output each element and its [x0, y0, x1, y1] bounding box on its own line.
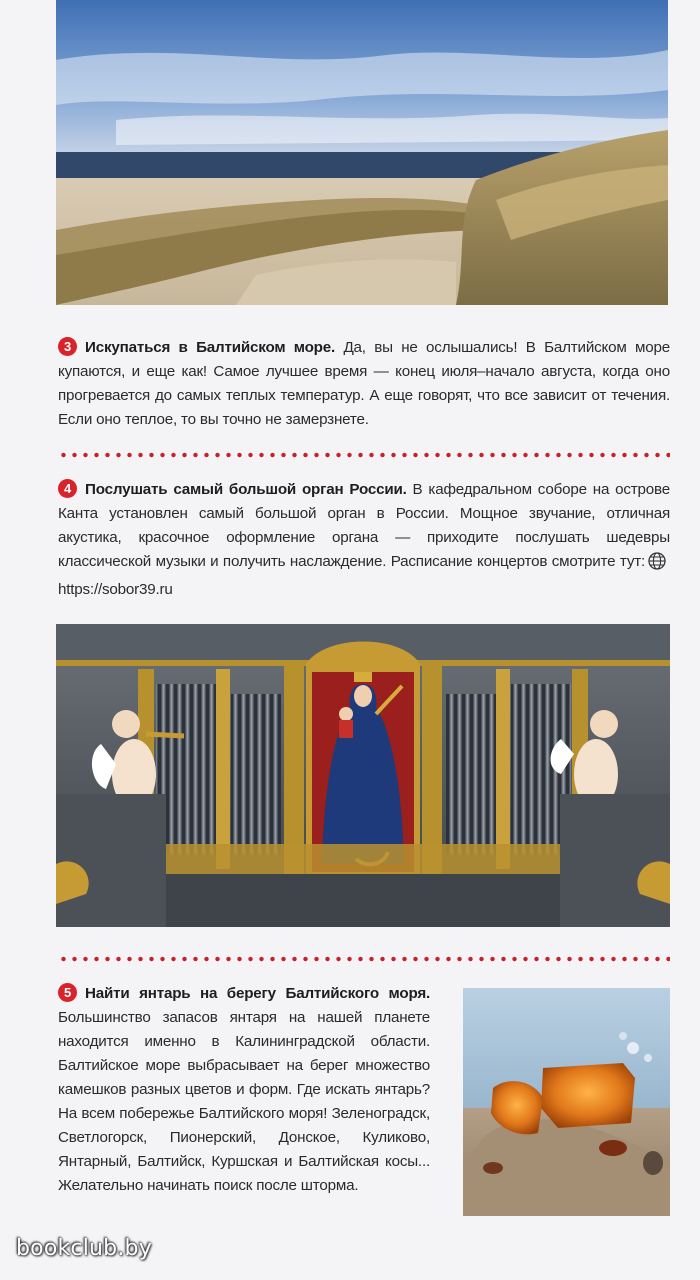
watermark: bookclub.by — [16, 1236, 152, 1261]
item-swim-baltic — [58, 336, 670, 432]
item-heading: Искупаться в Балтийском море. — [85, 339, 336, 356]
dotted-divider — [58, 956, 670, 962]
item-body: Большинство запасов янтаря на нашей планете находится именно в Калининградской области. Балтийское море выбрасывает на берег множество камешков разных цветов и форм. Где искать янтарь? На всем побережье Балтийского моря! Зеленоградск, Светлогорск, Пионерский, Донское, Куликово, Янтарный, Балтийск, Куршская и Балтийская косы... Желательно начинать поиск после шторма. — [58, 1009, 430, 1194]
item-heading: Послушать самый большой орган России. — [85, 481, 407, 498]
item-body: В кафедральном соборе на острове Канта установлен самый большой орган в России. Мощное звучание, отличная акустика, красочное оформление органа — приходите послушать шедевры классической музыки и получить наслаждение. Расписание концертов смотрите тут: — [58, 481, 670, 570]
item-find-amber — [58, 982, 430, 1198]
item-number-badge: 3 — [58, 337, 77, 356]
globe-icon — [648, 552, 666, 578]
sobor-link[interactable]: https://sobor39.ru — [58, 581, 173, 598]
dotted-divider — [58, 452, 670, 458]
item-organ — [58, 478, 670, 602]
item-number-badge: 5 — [58, 983, 77, 1002]
cathedral-organ-photo — [56, 624, 670, 927]
amber-on-sand-photo — [463, 988, 670, 1216]
beach-dunes-photo — [56, 0, 668, 305]
item-number-badge: 4 — [58, 479, 77, 498]
item-heading: Найти янтарь на берегу Балтийского моря. — [85, 985, 430, 1002]
item-body: Да, вы не ослышались! В Балтийском море купаются, и еще как! Самое лучшее время — конец июля–начало августа, когда оно прогревается до самых теплых температур. А еще говорят, что все зависит от течения. Если оно теплое, то вы точно не замерзнете. — [58, 339, 671, 428]
